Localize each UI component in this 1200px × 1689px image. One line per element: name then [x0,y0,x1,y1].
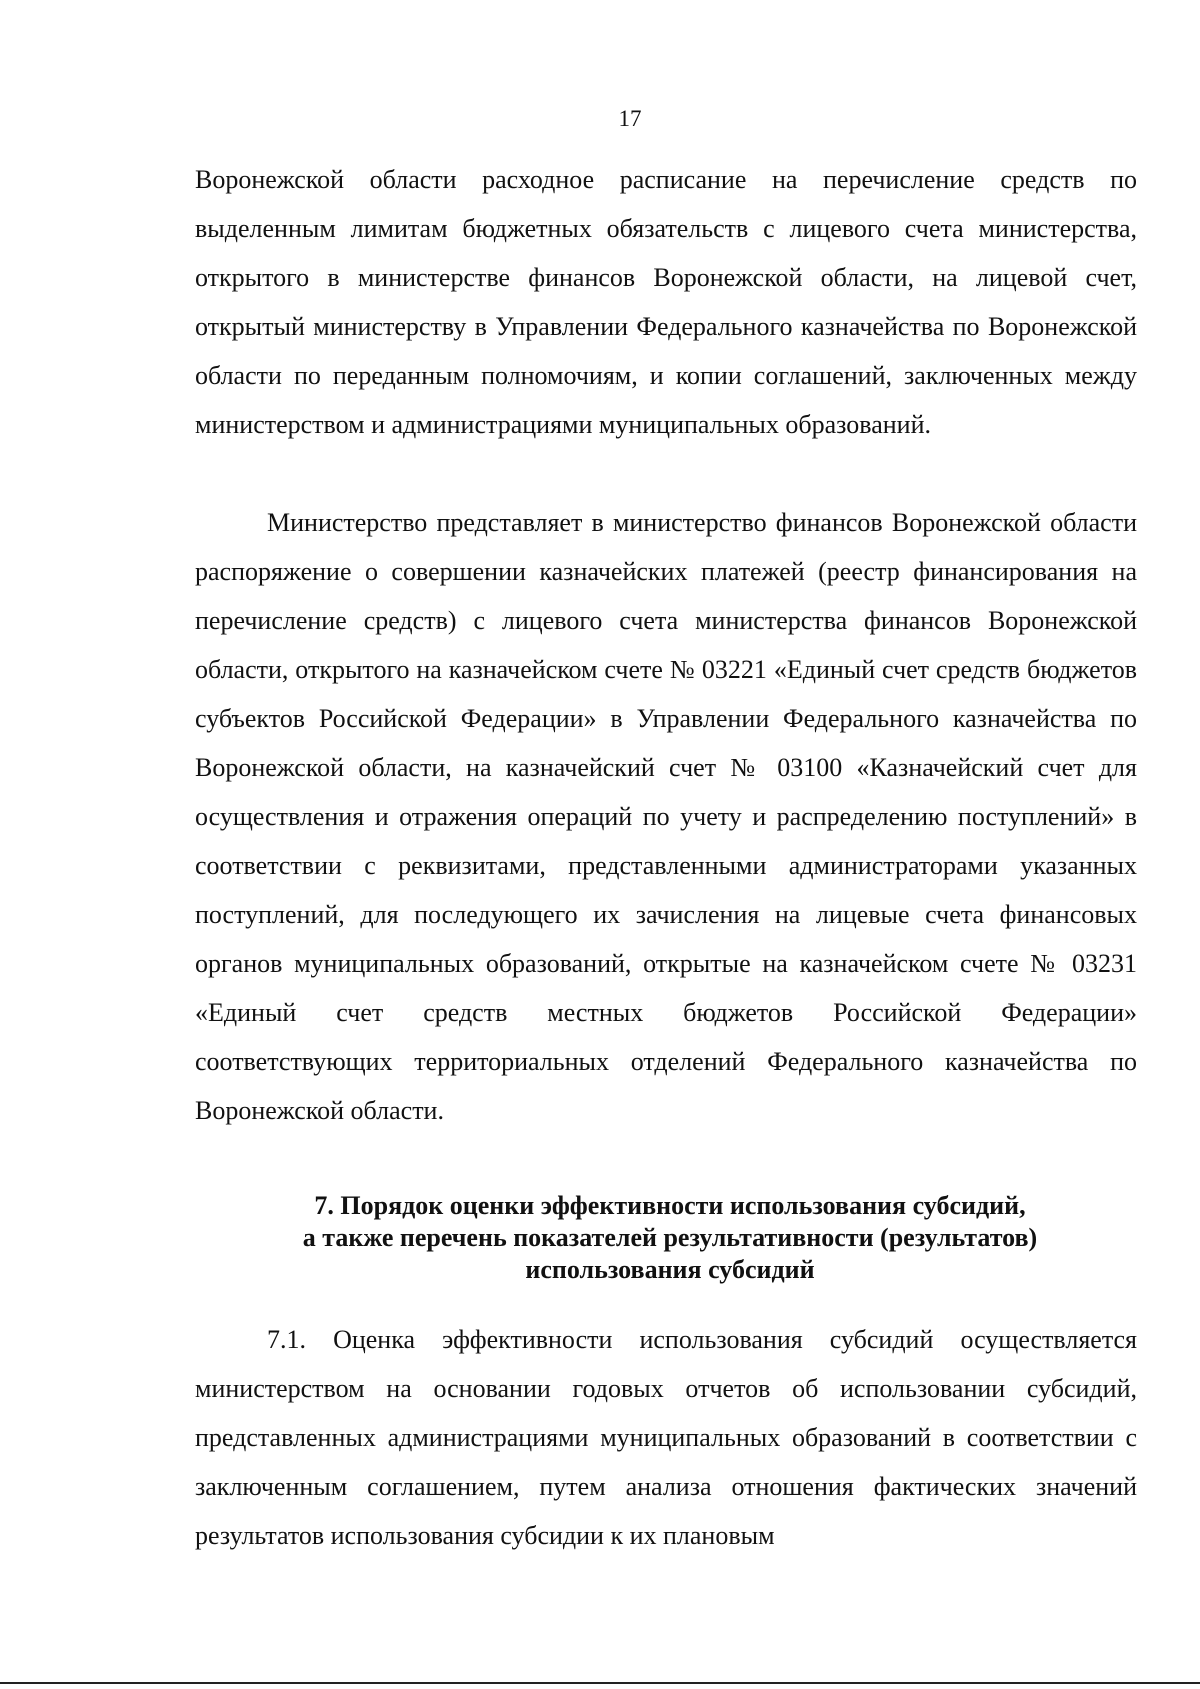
section-heading-line-3: использования субсидий [525,1255,815,1284]
paragraph-continuation: Воронежской области расходное расписание на перечисление средств по выделенным лимитам бюджетных обязательств с лицевого счета министерства, открытого в министерстве финансов Воронежской области, на лицевой счет, открытый министерству в Управлении Федерального казначейства по Воронежской области по переданным полномочиям, и копии соглашений, заключенных между министерством и администрациями муниципальных образований. [195,165,1137,439]
section-heading-line-2: а также перечень показателей результативности (результатов) [302,1223,1038,1252]
bottom-scan-edge [0,1682,1200,1684]
paragraph-treasury-payments: Министерство представляет в министерство финансов Воронежской области распоряжение о совершении казначейских платежей (реестр финансирования на перечисление средств) с лицевого счета министерства финансов Воронежской области, открытого на казначейском счете № 03221 «Единый счет средств бюджетов субъектов Российской Федерации» в Управлении Федерального казначейства по Воронежской области, на казначейский счет № 03100 «Казначейский счет для осуществления и отражения операций по учету и распределению поступлений» в соответствии с реквизитами, представленными администраторами указанных поступлений, для последующего их зачисления на лицевые счета финансовых органов муниципальных образований, открытые на казначейском счете № 03231 «Единый счет средств местных бюджетов Российской Федерации» соответствующих территориальных отделений Федерального казначейства по Воронежской области. [195,508,1137,1125]
paragraph-7-1: 7.1. Оценка эффективности использования субсидий осуществляется министерством на основании годовых отчетов об использовании субсидий, представленных администрациями муниципальных образований в соответствии с заключенным соглашением, путем анализа отношения фактических значений результатов использования субсидии к их плановым [195,1325,1137,1550]
section-heading-line-1: 7. Порядок оценки эффективности использования субсидий, [314,1191,1026,1220]
section-heading [200,1190,1140,1286]
page-number: 17 [618,106,642,131]
